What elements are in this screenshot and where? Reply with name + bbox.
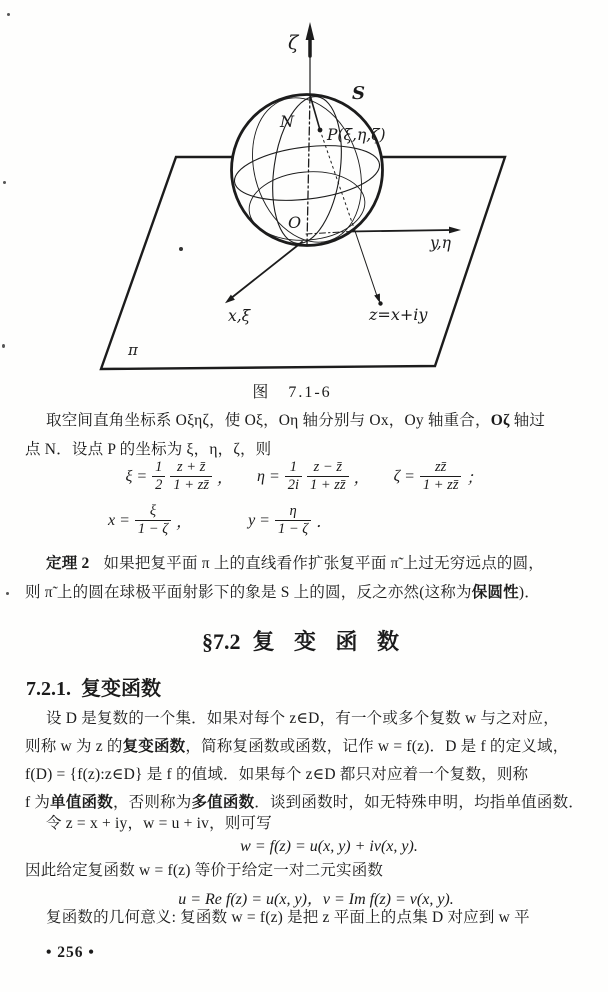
- x-axis-label: x,ξ: [228, 307, 251, 325]
- theorem-line2-bold: 保圆性: [471, 584, 519, 601]
- theorem-line2-text: 则 π̃ 上的圆在球极平面射影下的象是 S 上的圆，反之亦然(这称为: [25, 584, 472, 601]
- para2-line3: f(D) = {f(z):z∈D} 是 f 的值域．如果每个 z∈D 都只对应着一个复数，则称: [25, 766, 529, 783]
- para3-line1: 令 z = x + iy，w = u + iv，则可写: [46, 815, 272, 832]
- separator: ．: [316, 514, 333, 532]
- theorem-line2-tail: )．: [518, 584, 540, 601]
- scan-speck: [3, 181, 6, 184]
- fraction: $\frac{1}{2}$: [152, 460, 165, 494]
- fraction: $\frac{1}{2i}$: [285, 460, 302, 494]
- y-equation: [248, 504, 332, 538]
- xi-lhs: ξ =: [125, 467, 148, 485]
- para3-line3: 复函数的几何意义: 复函数 w = f(z) 是把 z 平面上的点集 D 对应到 w 平: [46, 909, 530, 926]
- para1-line1-bold: Oζ: [490, 412, 510, 429]
- para2-line4: f 为单值函数，否则称为多值函数．谈到函数时，如无特殊申明，均指单值函数．: [25, 794, 584, 811]
- theorem-line2: [25, 583, 591, 603]
- xi-equation: [126, 460, 234, 494]
- origin-label: O: [288, 213, 302, 232]
- x-equation: [108, 504, 192, 538]
- plane-label: π: [128, 341, 138, 359]
- equation-uv: u = Re f(z) = u(x, y)，v = Im f(z) = v(x, y).: [178, 891, 454, 908]
- point-z-label: z=x+iy: [369, 305, 428, 324]
- para3-line2: 因此给定复函数 w = f(z) 等价于给定一对二元实函数: [25, 862, 384, 879]
- formula-row-2: [0, 504, 608, 538]
- para1-line2: 点 N．设点 P 的坐标为 ξ，η，ζ，则: [25, 441, 272, 458]
- scan-speck: [7, 13, 10, 16]
- para1-line1: [25, 411, 608, 431]
- point-p-label: P(ξ,η,ζ): [327, 126, 386, 144]
- theorem-label: 定理 2: [46, 555, 90, 572]
- separator: ，: [216, 470, 233, 488]
- subsection-number: 7.2.1.: [26, 678, 71, 700]
- section-title: 复 变 函 数: [252, 629, 406, 654]
- formula-row-1: [0, 460, 608, 494]
- bold-term-complex-function: 复变函数: [122, 738, 186, 755]
- separator: ，: [353, 470, 370, 488]
- section-number: §7.2: [201, 629, 241, 654]
- eta-equation: [257, 460, 370, 494]
- theorem-line1: [25, 554, 608, 574]
- riemann-sphere-figure: [0, 0, 608, 400]
- y-axis-label: y,η: [430, 234, 451, 252]
- equation-w: w = f(z) = u(x, y) + iv(x, y).: [240, 838, 418, 855]
- zeta-lhs: ζ =: [393, 467, 415, 485]
- fraction: $\frac{z + z̄}{1 + zz̄}$: [170, 460, 212, 494]
- bold-term-multi-valued: 多值函数: [191, 794, 255, 811]
- fraction: $\frac{\eta}{1 - \zeta}$: [275, 504, 311, 538]
- bold-term-single-valued: 单值函数: [50, 794, 113, 811]
- x-axis: [225, 242, 302, 303]
- sphere-label: S: [352, 83, 365, 104]
- figure-caption: 图 7.1-6: [252, 384, 332, 401]
- point-p-marker: [318, 128, 323, 133]
- fraction: $\frac{z - z̄}{1 + zz̄}$: [307, 460, 349, 494]
- separator: ；: [466, 470, 483, 488]
- ink-speck: [179, 247, 183, 251]
- zeta-equation: [394, 460, 483, 494]
- separator: ，: [176, 514, 193, 532]
- y-lhs: y =: [248, 511, 270, 529]
- subsection-title: 复变函数: [81, 678, 161, 700]
- zeta-axis-label: ζ: [288, 32, 299, 54]
- scan-speck: [2, 344, 5, 348]
- subsection-heading: [26, 672, 161, 701]
- x-lhs: x =: [108, 511, 130, 529]
- para2-line2: 则称 w 为 z 的复变函数，简称复函数或函数，记作 w = f(z)．D 是 f 的定义域，: [25, 738, 569, 755]
- para1-line1-text: 取空间直角坐标系 Oξηζ，使 Oξ，Oη 轴分别与 Ox，Oy 轴重合，: [46, 412, 491, 429]
- page-number: • 256 •: [46, 944, 95, 961]
- north-pole-label: N: [280, 112, 294, 131]
- para1-line1-tail: 轴过: [509, 412, 546, 429]
- eta-lhs: η =: [257, 467, 280, 485]
- fraction: $\frac{\xi}{1 - \zeta}$: [135, 504, 171, 538]
- theorem-line1-text: 如果把复平面 π 上的直线看作扩张复平面 π̃ 上过无穷远点的圆，: [103, 555, 544, 572]
- scan-speck: [6, 592, 9, 595]
- para2-line1: 设 D 是复数的一个集．如果对每个 z∈D，有一个或多个复数 w 与之对应，: [46, 710, 559, 727]
- section-heading: [0, 625, 608, 656]
- fraction: $\frac{zz̄}{1 + zz̄}$: [420, 460, 462, 494]
